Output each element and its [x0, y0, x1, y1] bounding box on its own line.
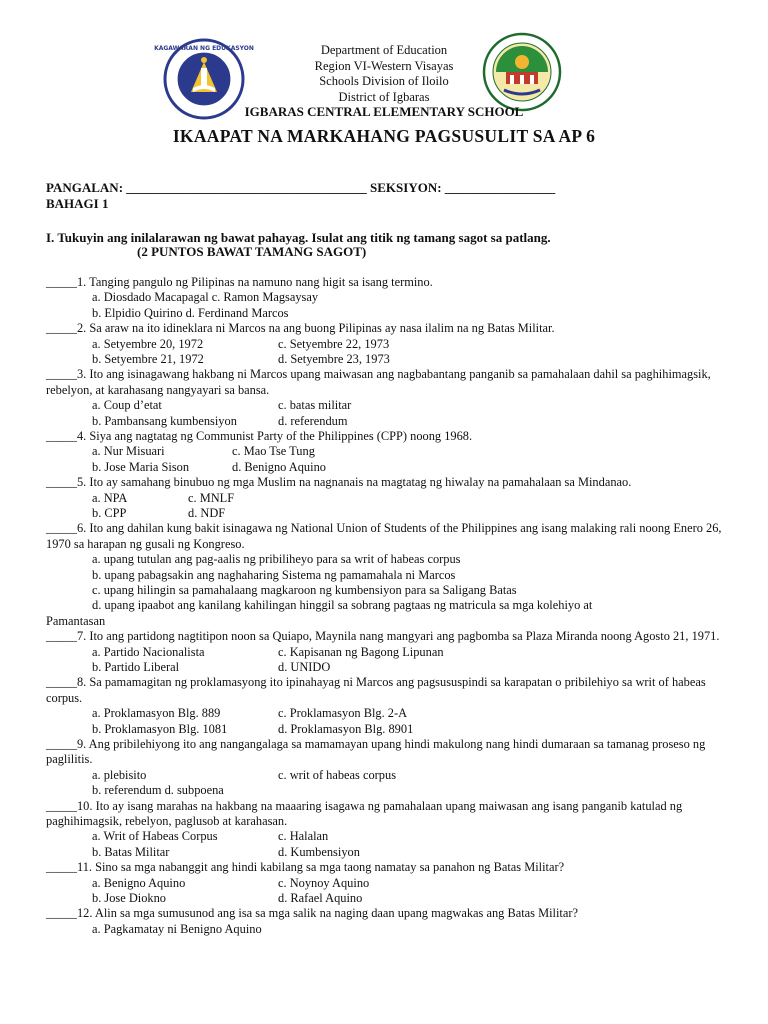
question-item	[46, 799, 736, 861]
choice-row	[46, 583, 736, 598]
question-stem: _____1. Tanging pangulo ng Pilipinas na namuno nang higit sa isang termino.	[46, 275, 433, 289]
choice-option: c. writ of habeas corpus	[278, 767, 397, 782]
choice-option: c. Mao Tse Tung	[232, 444, 315, 459]
question-item	[46, 367, 736, 429]
choice-row	[46, 768, 736, 783]
choice-option: c. Kapisanan ng Bagong Lipunan	[278, 644, 444, 659]
choice-row	[46, 598, 736, 613]
choice-row	[46, 783, 736, 798]
question-item	[46, 429, 736, 475]
choice-continuation: Pamantasan	[46, 613, 106, 628]
question-stem: _____2. Sa araw na ito idineklara ni Marcos na ang buong Pilipinas ay nasa ilalim na ng Batas Militar.	[46, 321, 555, 336]
question-item	[46, 675, 736, 737]
question-item	[46, 475, 736, 521]
question-stem: _____6. Ito ang dahilan kung bakit isinagawa ng National Union of Students of the Philippines ang isang malaking rali noong Enero 26, 1970 sa harapan ng gusali ng Kongreso.	[46, 521, 722, 551]
header-line-region: Region VI-Western Visayas	[314, 58, 454, 73]
choice-option: a. Nur Misuari	[92, 444, 165, 459]
choice-option: b. Pambansang kumbensiyon	[92, 413, 237, 428]
choice-option: d. Proklamasyon Blg. 8901	[278, 721, 414, 736]
choice-option: b. Jose Maria Sison	[92, 459, 190, 474]
question-stem: _____4. Siya ang nagtatag ng Communist Party of the Philippines (CPP) noong 1968.	[46, 428, 473, 443]
choice-row	[46, 398, 736, 413]
choice-option: b. Partido Liberal	[92, 659, 180, 674]
choice-row	[46, 552, 736, 567]
choice-option: d. Kumbensiyon	[278, 844, 360, 859]
school-name: IGBARAS CENTRAL ELEMENTARY SCHOOL	[244, 104, 524, 119]
header-block	[0, 43, 768, 105]
choice-row	[46, 829, 736, 844]
choice-option: b. Proklamasyon Blg. 1081	[92, 721, 228, 736]
question-stem: _____11. Sino sa mga nabanggit ang hindi kabilang sa mga taong namatay sa panahon ng Batas Militar?	[46, 860, 565, 875]
question-stem: _____5. Ito ay samahang binubuo ng mga Muslim na nagnanais na magtatag ng hiwalay na pamahalaan sa Mindanao.	[46, 475, 632, 490]
question-item	[46, 521, 736, 629]
choice-row	[46, 444, 736, 459]
exam-title: IKAAPAT NA MARKAHANG PAGSUSULIT SA AP 6	[172, 126, 596, 146]
choice-option: b. Setyembre 21, 1972	[92, 351, 204, 366]
question-stem: _____7. Ito ang partidong nagtitipon noon sa Quiapo, Maynila nang mangyari ang pagbomba sa Plaza Miranda noong Agosto 21, 1971.	[46, 629, 720, 644]
question-item	[46, 906, 736, 937]
choice-option: a. Diosdado Macapagal c. Ramon Magsaysay	[92, 290, 319, 305]
question-item	[46, 629, 736, 675]
choice-option: c. Noynoy Aquino	[278, 875, 370, 890]
choice-row	[46, 722, 736, 737]
question-item	[46, 275, 736, 321]
choice-option: d. Rafael Aquino	[278, 890, 363, 905]
choice-option: b. upang pabagsakin ang naghaharing Sistema ng pamamahala ni Marcos	[92, 567, 456, 582]
choice-option: b. referendum d. subpoena	[92, 783, 224, 798]
choice-option: a. upang tutulan ang pag-aalis ng pribiliheyo para sa writ of habeas corpus	[92, 552, 461, 567]
choice-option: a. Coup d’etat	[92, 398, 162, 413]
choice-option: b. Batas Militar	[92, 844, 170, 859]
choice-option: a. Benigno Aquino	[92, 875, 186, 890]
points-note: (2 PUNTOS BAWAT TAMANG SAGOT)	[137, 244, 367, 259]
choice-option: a. NPA	[92, 490, 128, 505]
choice-option: d. Benigno Aquino	[232, 459, 326, 474]
choice-option: a. Proklamasyon Blg. 889	[92, 706, 221, 721]
choice-row	[46, 568, 736, 583]
choice-option: c. upang hilingin sa pamahalaang magkaroon ng kumbensiyon para sa Saligang Batas	[92, 582, 517, 597]
choice-option: d. upang ipaabot ang kanilang kahilingan hinggil sa sobrang pagtaas ng matricula sa mga kolehiyo at	[92, 598, 593, 613]
question-stem: _____8. Sa pamamagitan ng proklamasyong ito ipinahayag ni Marcos ang pagsususpindi sa karapatan o pribilehiyo sa writ of habeas corpus.	[46, 675, 706, 705]
choice-option: a. plebisito	[92, 767, 147, 782]
choice-row	[46, 645, 736, 660]
question-item	[46, 737, 736, 799]
choice-option: c. Proklamasyon Blg. 2-A	[278, 706, 408, 721]
choice-row	[46, 845, 736, 860]
choice-option: c. MNLF	[188, 490, 235, 505]
choice-option: b. Jose Diokno	[92, 890, 166, 905]
choice-row	[46, 491, 736, 506]
section-label: BAHAGI 1	[46, 196, 109, 211]
choice-option: a. Writ of Habeas Corpus	[92, 829, 218, 844]
instructions-line: I. Tukuyin ang inilalarawan ng bawat pahayag. Isulat ang titik ng tamang sagot sa patlang.	[46, 230, 551, 245]
choice-option: d. Setyembre 23, 1973	[278, 351, 390, 366]
choice-option: a. Partido Nacionalista	[92, 644, 205, 659]
choice-option: a. Pagkamatay ni Benigno Aquino	[92, 921, 262, 936]
question-stem: _____3. Ito ang isinagawang hakbang ni Marcos upang maiwasan ang nagbabantang panganib sa pamahalaan dahil sa paghihimagsik, rebelyon, at karahasang nangyayari sa bansa.	[46, 367, 711, 397]
choice-row	[46, 460, 736, 475]
header-line-division: Schools Division of Iloilo	[319, 74, 449, 88]
choice-row	[46, 337, 736, 352]
choice-option: b. CPP	[92, 505, 127, 520]
choice-option: a. Setyembre 20, 1972	[92, 336, 204, 351]
choice-row	[46, 922, 736, 937]
question-stem: _____9. Ang pribilehiyong ito ang nangangalaga sa mamamayan upang hindi makulong nang hindi dumaraan sa tamanag proseso ng paglilitis.	[46, 736, 706, 767]
choice-option: c. Setyembre 22, 1973	[278, 336, 390, 351]
name-section-line[interactable]: PANGALAN: _____________________________________ SEKSIYON: _________________	[46, 180, 556, 195]
choice-option: c. batas militar	[278, 398, 352, 413]
choice-row	[46, 506, 736, 521]
choice-row	[46, 352, 736, 367]
question-item	[46, 860, 736, 906]
choice-row	[46, 876, 736, 891]
choice-option: d. referendum	[278, 413, 348, 428]
choice-option: d. UNIDO	[278, 659, 331, 674]
svg-text:KAGAWARAN NG EDUKASYON: KAGAWARAN NG EDUKASYON	[154, 45, 254, 52]
header-line-deped: Department of Education	[320, 43, 448, 57]
question-stem: _____10. Ito ay isang marahas na hakbang na maaaring isagawa ng pamahalaan upang maiwasan ang isang panganib katulad ng paghihimagsik, rebelyon, paglusob at karahasan.	[46, 798, 683, 828]
choice-option: d. NDF	[188, 505, 226, 520]
choice-row	[46, 290, 736, 305]
choice-row	[46, 306, 736, 321]
choice-option: c. Halalan	[278, 829, 329, 844]
choice-row	[46, 660, 736, 675]
choice-row	[46, 414, 736, 429]
question-stem: _____12. Alin sa mga sumusunod ang isa sa mga salik na naging daan upang magwakas ang Batas Militar?	[46, 906, 579, 921]
choice-option: b. Elpidio Quirino d. Ferdinand Marcos	[92, 305, 289, 320]
choice-row	[46, 706, 736, 721]
question-item	[46, 321, 736, 367]
choice-row	[46, 891, 736, 906]
question-list	[46, 275, 736, 937]
header-line-district: District of Igbaras	[338, 89, 430, 104]
